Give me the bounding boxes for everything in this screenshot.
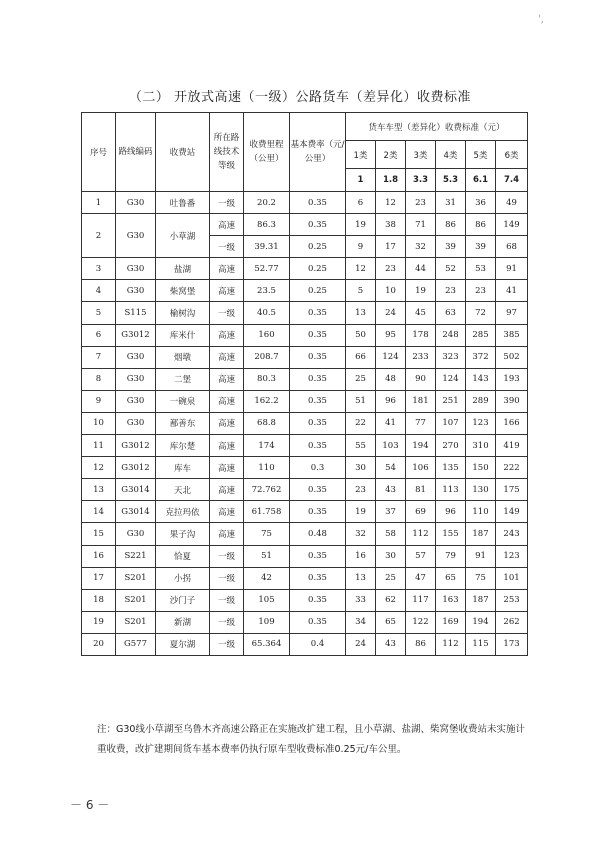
cell-fee: 117 — [406, 589, 436, 611]
cell-mileage: 160 — [244, 324, 290, 346]
cell-seq: 15 — [82, 523, 116, 545]
cell-fee: 25 — [346, 368, 376, 390]
cell-base-rate: 0.35 — [290, 435, 346, 457]
cell-station: 库车 — [156, 457, 210, 479]
cell-fee: 30 — [376, 545, 406, 567]
cell-fee: 23 — [346, 479, 376, 501]
header-mileage: 收费里程（公里） — [244, 113, 290, 192]
cell-fee: 41 — [376, 412, 406, 434]
cell-base-rate: 0.35 — [290, 412, 346, 434]
cell-fee: 91 — [496, 258, 528, 280]
cell-fee: 181 — [406, 390, 436, 412]
cell-station: 小拐 — [156, 567, 210, 589]
cell-fee: 124 — [436, 368, 466, 390]
table-row — [82, 368, 528, 390]
cell-seq: 4 — [82, 280, 116, 302]
cell-mileage: 52.77 — [244, 258, 290, 280]
cell-fee: 34 — [346, 611, 376, 633]
cell-fee: 12 — [346, 258, 376, 280]
cell-fee: 187 — [466, 589, 496, 611]
cell-fee: 50 — [346, 324, 376, 346]
cell-base-rate: 0.35 — [290, 192, 346, 214]
cell-fee: 41 — [496, 280, 528, 302]
table-row — [82, 479, 528, 501]
cell-seq: 12 — [82, 457, 116, 479]
cell-fee: 222 — [496, 457, 528, 479]
header-class: 3类 — [406, 141, 436, 169]
cell-base-rate: 0.3 — [290, 457, 346, 479]
cell-mileage: 23.5 — [244, 280, 290, 302]
cell-fee: 502 — [496, 346, 528, 368]
cell-fee: 96 — [376, 390, 406, 412]
cell-fee: 173 — [496, 633, 528, 655]
cell-mileage: 42 — [244, 567, 290, 589]
cell-fee: 115 — [466, 633, 496, 655]
cell-fee: 285 — [466, 324, 496, 346]
cell-fee: 91 — [466, 545, 496, 567]
cell-seq: 6 — [82, 324, 116, 346]
cell-fee: 86 — [436, 214, 466, 236]
cell-grade: 高速 — [210, 214, 244, 236]
cell-fee: 243 — [496, 523, 528, 545]
cell-station: 果子沟 — [156, 523, 210, 545]
cell-fee: 124 — [376, 346, 406, 368]
cell-seq: 16 — [82, 545, 116, 567]
toll-fee-table — [81, 112, 528, 656]
cell-fee: 54 — [376, 457, 406, 479]
cell-fee: 90 — [406, 368, 436, 390]
cell-fee: 37 — [376, 501, 406, 523]
cell-grade: 高速 — [210, 457, 244, 479]
cell-fee: 43 — [376, 479, 406, 501]
cell-station: 库米什 — [156, 324, 210, 346]
cell-grade: 高速 — [210, 368, 244, 390]
header-base-rate: 基本费率（元/公里） — [290, 113, 346, 192]
cell-fee: 75 — [466, 567, 496, 589]
corner-mark: ', — [538, 14, 544, 25]
cell-base-rate: 0.35 — [290, 214, 346, 236]
header-coefficient: 6.1 — [466, 169, 496, 192]
cell-fee: 13 — [346, 567, 376, 589]
cell-mileage: 174 — [244, 435, 290, 457]
cell-fee: 33 — [346, 589, 376, 611]
cell-fee: 169 — [436, 611, 466, 633]
cell-fee: 130 — [466, 479, 496, 501]
cell-fee: 65 — [376, 611, 406, 633]
cell-fee: 122 — [406, 611, 436, 633]
page-number: － 6 － — [70, 798, 110, 812]
cell-fee: 253 — [496, 589, 528, 611]
cell-fee: 233 — [406, 346, 436, 368]
cell-fee: 86 — [466, 214, 496, 236]
cell-base-rate: 0.35 — [290, 479, 346, 501]
cell-seq: 7 — [82, 346, 116, 368]
cell-grade: 一级 — [210, 545, 244, 567]
cell-seq: 8 — [82, 368, 116, 390]
cell-route-code: G3012 — [116, 457, 156, 479]
cell-fee: 96 — [436, 501, 466, 523]
cell-fee: 5 — [346, 280, 376, 302]
cell-fee: 143 — [466, 368, 496, 390]
cell-route-code: G30 — [116, 390, 156, 412]
cell-fee: 43 — [376, 633, 406, 655]
cell-fee: 135 — [436, 457, 466, 479]
cell-fee: 66 — [346, 346, 376, 368]
cell-mileage: 109 — [244, 611, 290, 633]
cell-base-rate: 0.25 — [290, 236, 346, 258]
header-station: 收费站 — [156, 113, 210, 192]
header-coefficient: 1.8 — [376, 169, 406, 192]
cell-fee: 53 — [466, 258, 496, 280]
cell-fee: 48 — [376, 368, 406, 390]
cell-fee: 86 — [406, 633, 436, 655]
cell-fee: 31 — [436, 192, 466, 214]
cell-fee: 36 — [466, 192, 496, 214]
cell-fee: 77 — [406, 412, 436, 434]
cell-mileage: 39.31 — [244, 236, 290, 258]
cell-fee: 62 — [376, 589, 406, 611]
cell-fee: 23 — [406, 192, 436, 214]
cell-route-code: G30 — [116, 346, 156, 368]
header-class: 2类 — [376, 141, 406, 169]
header-fee-group: 货车车型（差异化）收费标准（元） — [346, 113, 528, 141]
cell-route-code: G30 — [116, 412, 156, 434]
cell-grade: 高速 — [210, 412, 244, 434]
cell-route-code: S201 — [116, 611, 156, 633]
cell-fee: 25 — [376, 567, 406, 589]
cell-fee: 13 — [346, 302, 376, 324]
cell-fee: 289 — [466, 390, 496, 412]
cell-fee: 123 — [496, 545, 528, 567]
header-coefficient: 3.3 — [406, 169, 436, 192]
table-row — [82, 280, 528, 302]
cell-grade: 高速 — [210, 324, 244, 346]
cell-fee: 39 — [436, 236, 466, 258]
cell-route-code: G3012 — [116, 324, 156, 346]
cell-fee: 112 — [406, 523, 436, 545]
cell-fee: 9 — [346, 236, 376, 258]
table-row — [82, 611, 528, 633]
cell-grade: 一级 — [210, 236, 244, 258]
cell-base-rate: 0.35 — [290, 346, 346, 368]
header-grade: 所在路线技术等级 — [210, 113, 244, 192]
cell-route-code: G577 — [116, 633, 156, 655]
cell-mileage: 20.2 — [244, 192, 290, 214]
cell-fee: 17 — [376, 236, 406, 258]
cell-base-rate: 0.4 — [290, 633, 346, 655]
header-coefficient: 7.4 — [496, 169, 528, 192]
table-row — [82, 346, 528, 368]
cell-grade: 高速 — [210, 435, 244, 457]
cell-station: 库尔楚 — [156, 435, 210, 457]
cell-route-code: G30 — [116, 192, 156, 214]
cell-station: 小草湖 — [156, 214, 210, 258]
cell-fee: 32 — [346, 523, 376, 545]
cell-route-code: S201 — [116, 567, 156, 589]
table-row — [82, 214, 528, 236]
cell-route-code: G30 — [116, 523, 156, 545]
cell-grade: 高速 — [210, 390, 244, 412]
cell-fee: 310 — [466, 435, 496, 457]
cell-fee: 97 — [496, 302, 528, 324]
cell-fee: 72 — [466, 302, 496, 324]
cell-grade: 高速 — [210, 501, 244, 523]
cell-station: 天北 — [156, 479, 210, 501]
cell-fee: 163 — [436, 589, 466, 611]
table-row — [82, 633, 528, 655]
cell-grade: 一级 — [210, 633, 244, 655]
table-row — [82, 435, 528, 457]
cell-station: 克拉玛依 — [156, 501, 210, 523]
header-seq: 序号 — [82, 113, 116, 192]
cell-route-code: G30 — [116, 214, 156, 258]
cell-seq: 5 — [82, 302, 116, 324]
cell-fee: 149 — [496, 214, 528, 236]
cell-route-code: G3014 — [116, 479, 156, 501]
cell-base-rate: 0.35 — [290, 368, 346, 390]
cell-station: 盐湖 — [156, 258, 210, 280]
cell-fee: 372 — [466, 346, 496, 368]
cell-seq: 10 — [82, 412, 116, 434]
cell-fee: 193 — [496, 368, 528, 390]
cell-fee: 6 — [346, 192, 376, 214]
cell-base-rate: 0.25 — [290, 280, 346, 302]
cell-route-code: S115 — [116, 302, 156, 324]
cell-fee: 30 — [346, 457, 376, 479]
cell-fee: 65 — [436, 567, 466, 589]
cell-grade: 高速 — [210, 280, 244, 302]
cell-fee: 10 — [376, 280, 406, 302]
cell-fee: 39 — [466, 236, 496, 258]
cell-fee: 63 — [436, 302, 466, 324]
cell-station: 夏尔湖 — [156, 633, 210, 655]
cell-fee: 23 — [466, 280, 496, 302]
cell-base-rate: 0.48 — [290, 523, 346, 545]
table-row — [82, 324, 528, 346]
cell-mileage: 208.7 — [244, 346, 290, 368]
cell-fee: 123 — [466, 412, 496, 434]
cell-fee: 12 — [376, 192, 406, 214]
cell-fee: 106 — [406, 457, 436, 479]
cell-station: 鄯善东 — [156, 412, 210, 434]
cell-seq: 9 — [82, 390, 116, 412]
cell-fee: 107 — [436, 412, 466, 434]
cell-mileage: 65.364 — [244, 633, 290, 655]
cell-fee: 23 — [376, 258, 406, 280]
cell-fee: 19 — [346, 214, 376, 236]
cell-fee: 71 — [406, 214, 436, 236]
cell-fee: 101 — [496, 567, 528, 589]
cell-seq: 1 — [82, 192, 116, 214]
cell-base-rate: 0.35 — [290, 390, 346, 412]
cell-fee: 262 — [496, 611, 528, 633]
header-class: 4类 — [436, 141, 466, 169]
cell-fee: 57 — [406, 545, 436, 567]
cell-mileage: 75 — [244, 523, 290, 545]
cell-fee: 81 — [406, 479, 436, 501]
cell-route-code: G3014 — [116, 501, 156, 523]
cell-fee: 155 — [436, 523, 466, 545]
cell-fee: 69 — [406, 501, 436, 523]
cell-base-rate: 0.35 — [290, 545, 346, 567]
cell-fee: 194 — [466, 611, 496, 633]
cell-fee: 385 — [496, 324, 528, 346]
cell-mileage: 68.8 — [244, 412, 290, 434]
table-row — [82, 412, 528, 434]
cell-grade: 一级 — [210, 192, 244, 214]
header-coefficient: 5.3 — [436, 169, 466, 192]
cell-seq: 2 — [82, 214, 116, 258]
cell-seq: 13 — [82, 479, 116, 501]
cell-grade: 一级 — [210, 302, 244, 324]
cell-station: 吐鲁番 — [156, 192, 210, 214]
cell-fee: 178 — [406, 324, 436, 346]
header-class: 5类 — [466, 141, 496, 169]
cell-fee: 38 — [376, 214, 406, 236]
cell-station: 沙门子 — [156, 589, 210, 611]
cell-route-code: G3012 — [116, 435, 156, 457]
table-row — [82, 567, 528, 589]
cell-station: 柴窝堡 — [156, 280, 210, 302]
cell-fee: 187 — [466, 523, 496, 545]
cell-fee: 150 — [466, 457, 496, 479]
cell-fee: 24 — [346, 633, 376, 655]
cell-base-rate: 0.35 — [290, 589, 346, 611]
cell-fee: 270 — [436, 435, 466, 457]
cell-base-rate: 0.25 — [290, 258, 346, 280]
cell-fee: 49 — [496, 192, 528, 214]
cell-base-rate: 0.35 — [290, 324, 346, 346]
cell-fee: 103 — [376, 435, 406, 457]
cell-route-code: G30 — [116, 280, 156, 302]
cell-base-rate: 0.35 — [290, 501, 346, 523]
cell-fee: 22 — [346, 412, 376, 434]
cell-station: 新湖 — [156, 611, 210, 633]
cell-fee: 24 — [376, 302, 406, 324]
table-row — [82, 523, 528, 545]
cell-fee: 166 — [496, 412, 528, 434]
cell-route-code: G30 — [116, 368, 156, 390]
cell-grade: 高速 — [210, 479, 244, 501]
cell-station: 烟墩 — [156, 346, 210, 368]
table-row — [82, 457, 528, 479]
cell-fee: 149 — [496, 501, 528, 523]
cell-fee: 45 — [406, 302, 436, 324]
page-title: （二） 开放式高速（一级）公路货车（差异化）收费标准 — [128, 90, 472, 105]
cell-fee: 23 — [436, 280, 466, 302]
table-row — [82, 192, 528, 214]
cell-station: 二堡 — [156, 368, 210, 390]
cell-mileage: 72.762 — [244, 479, 290, 501]
cell-grade: 高速 — [210, 258, 244, 280]
cell-grade: 一级 — [210, 611, 244, 633]
cell-fee: 419 — [496, 435, 528, 457]
cell-mileage: 110 — [244, 457, 290, 479]
cell-seq: 18 — [82, 589, 116, 611]
cell-mileage: 86.3 — [244, 214, 290, 236]
cell-fee: 390 — [496, 390, 528, 412]
header-class: 1类 — [346, 141, 376, 169]
header-class: 6类 — [496, 141, 528, 169]
cell-fee: 175 — [496, 479, 528, 501]
cell-fee: 248 — [436, 324, 466, 346]
table-row — [82, 258, 528, 280]
cell-fee: 194 — [406, 435, 436, 457]
cell-fee: 32 — [406, 236, 436, 258]
cell-mileage: 162.2 — [244, 390, 290, 412]
cell-grade: 高速 — [210, 523, 244, 545]
cell-mileage: 61.758 — [244, 501, 290, 523]
cell-base-rate: 0.35 — [290, 302, 346, 324]
cell-seq: 11 — [82, 435, 116, 457]
cell-fee: 323 — [436, 346, 466, 368]
cell-seq: 14 — [82, 501, 116, 523]
cell-fee: 52 — [436, 258, 466, 280]
cell-fee: 19 — [346, 501, 376, 523]
cell-seq: 17 — [82, 567, 116, 589]
cell-fee: 113 — [436, 479, 466, 501]
cell-grade: 一级 — [210, 567, 244, 589]
cell-mileage: 51 — [244, 545, 290, 567]
cell-fee: 19 — [406, 280, 436, 302]
footnote: 注：G30线小草湖至乌鲁木齐高速公路正在实施改扩建工程，且小草湖、盐湖、柴窝堡收费站未实施计重收费，改扩建期间货车基本费率仍执行原车型收费标准0.25元/车公里。 — [97, 724, 525, 755]
header-coefficient: 1 — [346, 169, 376, 192]
cell-fee: 95 — [376, 324, 406, 346]
cell-route-code: S221 — [116, 545, 156, 567]
header-route-code: 路线编码 — [116, 113, 156, 192]
cell-mileage: 105 — [244, 589, 290, 611]
cell-route-code: S201 — [116, 589, 156, 611]
cell-station: 一碗泉 — [156, 390, 210, 412]
table-row — [82, 589, 528, 611]
table-row — [82, 545, 528, 567]
cell-station: 恰夏 — [156, 545, 210, 567]
cell-fee: 112 — [436, 633, 466, 655]
cell-fee: 51 — [346, 390, 376, 412]
cell-fee: 58 — [376, 523, 406, 545]
cell-route-code: G30 — [116, 258, 156, 280]
table-row — [82, 501, 528, 523]
cell-mileage: 80.3 — [244, 368, 290, 390]
cell-station: 榆树沟 — [156, 302, 210, 324]
cell-fee: 79 — [436, 545, 466, 567]
cell-grade: 一级 — [210, 589, 244, 611]
cell-seq: 3 — [82, 258, 116, 280]
cell-fee: 44 — [406, 258, 436, 280]
cell-base-rate: 0.35 — [290, 567, 346, 589]
cell-fee: 55 — [346, 435, 376, 457]
table-row — [82, 390, 528, 412]
cell-mileage: 40.5 — [244, 302, 290, 324]
table-body — [82, 192, 528, 656]
cell-fee: 16 — [346, 545, 376, 567]
cell-grade: 高速 — [210, 346, 244, 368]
cell-fee: 110 — [466, 501, 496, 523]
cell-base-rate: 0.35 — [290, 611, 346, 633]
cell-fee: 251 — [436, 390, 466, 412]
cell-seq: 20 — [82, 633, 116, 655]
cell-fee: 68 — [496, 236, 528, 258]
cell-fee: 47 — [406, 567, 436, 589]
table-row — [82, 302, 528, 324]
cell-seq: 19 — [82, 611, 116, 633]
